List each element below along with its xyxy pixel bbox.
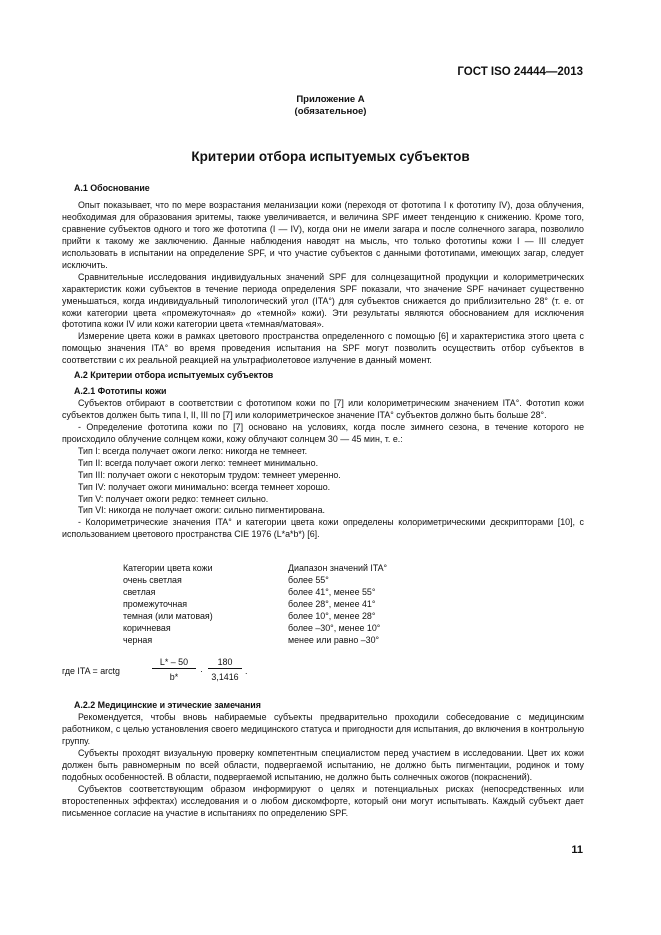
paragraph: - Колориметрические значения ITA° и категории цвета кожи определены колориметрическими дескрипторами [10], с использованием цветового пространства CIE 1976 (L*a*b*) [6]. <box>62 517 584 540</box>
table-cell: очень светлая <box>123 575 182 585</box>
formula-numerator: L* – 50 <box>159 657 189 667</box>
paragraph: Субъектов соответствующим образом информируют о целях и потенциальных рисках (непосредственных или второстепенных эффектах) исследования и о любом дискомфорте, который они могут испытывать. Каждый субъект дает письменное согласие на участие в испытаниях по определению SPF. <box>62 783 584 818</box>
subsection-heading-a2-1: А.2.1 Фототипы кожи <box>74 385 167 396</box>
paragraph: Рекомендуется, чтобы вновь набираемые субъекты предварительно проходили собеседование с медицинским работником, с целью установления своего медицинского статуса и пригодности для испытания, до включения в контрольную группу. <box>62 711 584 746</box>
subsection-heading-a2-2: А.2.2 Медицинские и этические замечания <box>74 700 261 710</box>
page-title: Критерии отбора испытуемых субъектов <box>191 149 470 164</box>
formula-numerator: 180 <box>217 657 233 667</box>
formula-end: . <box>245 666 248 676</box>
document-header-id: ГОСТ ISO 24444—2013 <box>457 66 583 78</box>
table-header-cell: Диапазон значений ITA° <box>288 563 388 573</box>
table-cell: коричневая <box>123 623 171 633</box>
skin-color-table <box>123 562 387 646</box>
list-item: Тип I: всегда получает ожоги легко: никогда не темнеет. <box>78 445 308 456</box>
paragraph: Измерение цвета кожи в рамках цветового пространства определенного с помощью [6] и характеристика этого цвета с помощью значения ITA° во время проведения испытания на SPF могут позволить осуществить отбор субъектов в соответствии с их реальной реакцией на ультрафиолетовое излучение в данный момент. <box>62 331 584 366</box>
table-row <box>123 610 387 622</box>
table-cell: черная <box>123 635 153 645</box>
formula-prefix: где ITA = arctg <box>62 666 120 676</box>
fraction-bar <box>152 668 196 669</box>
table-header-row <box>123 562 387 574</box>
table-cell: промежуточная <box>123 599 188 609</box>
appendix-label <box>0 94 661 118</box>
list-item: Тип II: всегда получает ожоги легко: темнеет минимально. <box>78 457 319 468</box>
table-header-cell: Категории цвета кожи <box>123 563 213 573</box>
formula-multiply: · <box>200 666 203 676</box>
paragraph: Опыт показывает, что по мере возрастания меланизации кожи (переходя от фототипа I к фототипу IV), доза облучения, необходимая для образования эритемы, также увеличивается, и величина SPF имеет тенденцию к снижению. Кроме того, сравнение субъектов одного и того же фототипа (I — IV), когда они не имели загара и после солнечного загара, позволило прийти к такому же заключению. Данные наблюдения наводят на мысль, что только фототипы кожи I — III следует использовать в испытании на определение SPF, и что участие субъектов с данными фототипами, имеющих загар, следует исключить. <box>62 199 584 270</box>
section-a1 <box>62 183 584 367</box>
formula-denominator: b* <box>169 672 179 682</box>
table-row <box>123 622 387 634</box>
page-number: 11 <box>571 844 583 856</box>
section-heading-a1: А.1 Обоснование <box>74 183 150 193</box>
appendix-status: (обязательное) <box>294 106 367 117</box>
table-row <box>123 574 387 586</box>
table-cell: более 10°, менее 28° <box>288 611 376 621</box>
table-cell: менее или равно –30° <box>288 635 380 645</box>
table-row <box>123 598 387 610</box>
table-cell: более –30°, менее 10° <box>288 623 381 633</box>
table-cell: более 41°, менее 55° <box>288 587 376 597</box>
section-heading-a2: А.2 Критерии отбора испытуемых субъектов <box>74 370 274 380</box>
list-item: Тип III: получает ожоги с некоторым трудом: темнеет умеренно. <box>78 469 341 480</box>
list-item: Тип VI: никогда не получает ожоги: сильно пигментирована. <box>78 505 325 516</box>
table-row <box>123 634 387 646</box>
table-cell: более 28°, менее 41° <box>288 599 376 609</box>
paragraph: Субъекты проходят визуальную проверку компетентным специалистом перед участием в исследовании. Цвет их кожи должен быть равномерным по всей области, подвергаемой испытанию, не должно быть пигментации, родинок и тому подобных особенностей. В области, подвергаемой испытанию, не должно быть солнечных ожогов (покраснений). <box>62 747 584 782</box>
table-cell: темная (или матовая) <box>123 611 213 621</box>
section-a2-2 <box>62 700 584 820</box>
fraction-bar <box>208 668 242 669</box>
formula-denominator: 3,1416 <box>211 672 239 682</box>
list-item: Тип IV: получает ожоги минимально: всегда темнеет хорошо. <box>78 481 331 492</box>
paragraph: Сравнительные исследования индивидуальных значений SPF для солнцезащитной продукции и колориметрических характеристик кожи субъектов в течение периода определения SPF показали, что значение SPF начинает существенно уменьшаться, когда индивидуальный типологический угол (ITA°) для субъектов снижается до приблизительно 28° (т. е. от кожи категории цвета «промежуточная» до «темной» кожи). Эти результаты являются обоснованием для исключения фототипа кожи IV или кожи категории цвета «темная/матовая». <box>62 271 584 330</box>
ita-formula <box>62 654 362 688</box>
appendix-title: Приложение А <box>296 94 365 105</box>
paragraph: Субъектов отбирают в соответствии с фототипом кожи по [7] или колориметрическим значением ITA°. Фототип кожи субъектов должен быть типа I, II, III по [7] или колориметрическое значение ITA° субъектов должно быть больше 28°. <box>62 397 584 420</box>
table-cell: светлая <box>123 587 156 597</box>
table-cell: более 55° <box>288 575 329 585</box>
paragraph: - Определение фототипа кожи по [7] основано на условиях, когда после зимнего сезона, в течение которого не происходило облучение солнцем кожи, кожу облучают солнцем 30 — 45 мин, т. е.: <box>62 421 584 444</box>
list-item: Тип V: получает ожоги редко: темнеет сильно. <box>78 493 269 504</box>
section-a2 <box>62 370 584 541</box>
table-row <box>123 586 387 598</box>
